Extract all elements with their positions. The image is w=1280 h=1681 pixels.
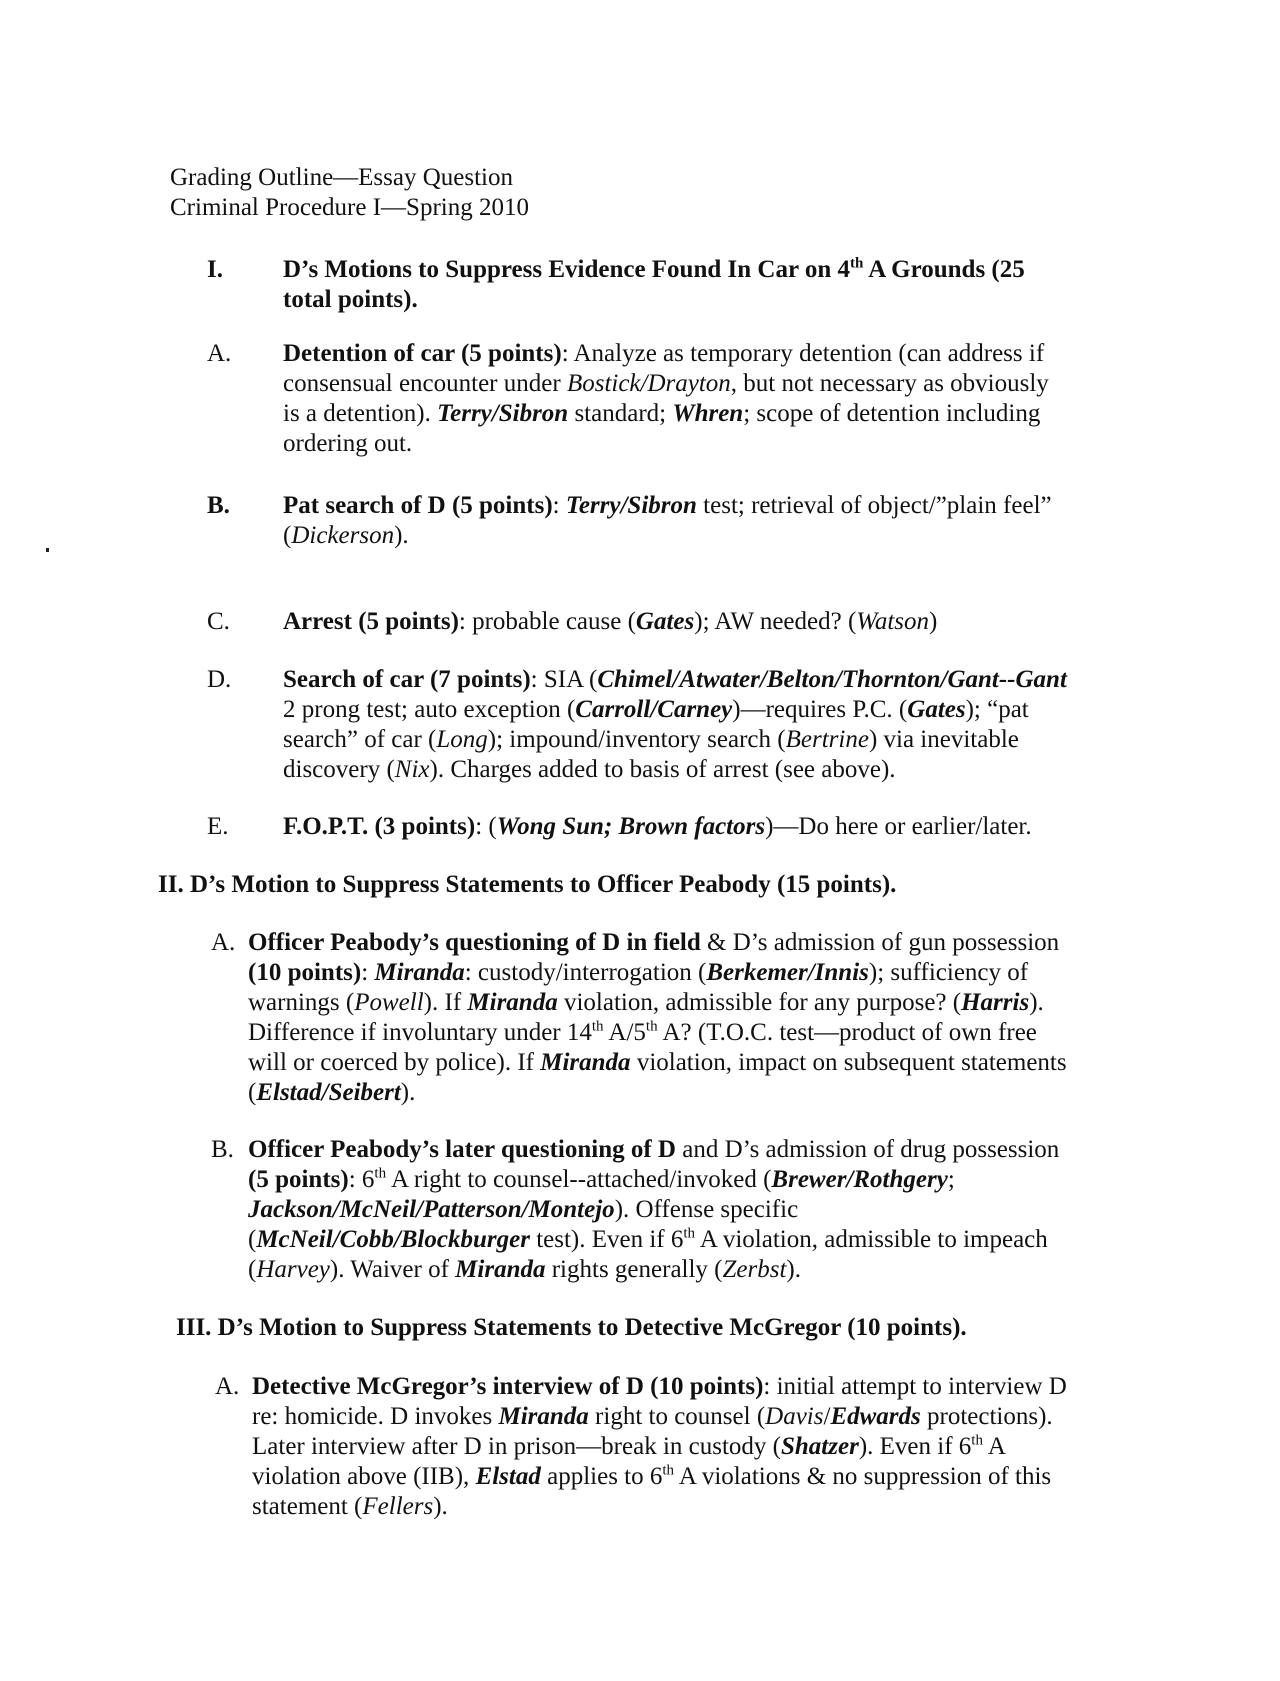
- item-1c-number: C.: [207, 608, 230, 635]
- item-3a-text: Detective McGregor’s interview of D (10 points): initial attempt to interview D re: homicide. D invokes Miranda right to counsel (Davis/Edwards protections). Later interview after D in prison—break in custody (Shatzer). Even if 6th A violation above (IIB), Elstad applies to 6th A violations & no suppression of this statement (Fellers).: [252, 1373, 1067, 1520]
- section-2-heading: II. D’s Motion to Suppress Statements to Officer Peabody (15 points).: [158, 871, 897, 898]
- header-course: Criminal Procedure I—Spring 2010: [170, 194, 529, 221]
- item-1d-number: D.: [207, 666, 232, 693]
- item-1a-text: Detention of car (5 points): Analyze as temporary detention (can address if consensual encounter under Bostick/Drayton, but not necessary as obviously is a detention). Terry/Sibron standard; Whren; scope of detention including ordering out.: [283, 340, 1049, 457]
- section-3-heading: III. D’s Motion to Suppress Statements to Detective McGregor (10 points).: [176, 1314, 967, 1341]
- section-1-number: I.: [207, 256, 223, 283]
- item-1c-text: Arrest (5 points): probable cause (Gates); AW needed? (Watson): [283, 608, 938, 635]
- item-1a-number: A.: [207, 340, 232, 367]
- item-3a-number: A.: [215, 1373, 240, 1400]
- stray-mark: [46, 548, 49, 552]
- item-2b-number: B.: [211, 1136, 234, 1163]
- item-1b-number: B.: [207, 492, 230, 519]
- item-2a-text: Officer Peabody’s questioning of D in field & D’s admission of gun possession (10 points): Miranda: custody/interrogation (Berkemer/Innis); sufficiency of warnings (Powell). If Miranda violation, admissible for any purpose? (Harris). Difference if involuntary under 14th A/5th A? (T.O.C. test—product of own free will or coerced by police). If Miranda violation, impact on subsequent statements (Elstad/Seibert).: [248, 929, 1067, 1106]
- item-1e-text: F.O.P.T. (3 points): (Wong Sun; Brown factors)—Do here or earlier/later.: [283, 813, 1032, 840]
- item-2a-number: A.: [211, 929, 236, 956]
- item-1d-text: Search of car (7 points): SIA (Chimel/Atwater/Belton/Thornton/Gant--Gant 2 prong test; auto exception (Carroll/Carney)—requires P.C. (Gates); “pat search” of car (Long); impound/inventory search (Bertrine) via inevitable discovery (Nix). Charges added to basis of arrest (see above).: [283, 666, 1067, 783]
- item-1e-number: E.: [207, 813, 229, 840]
- section-1-heading: D’s Motions to Suppress Evidence Found In Car on 4th A Grounds (25 total points).: [283, 255, 1025, 313]
- item-1b-text: Pat search of D (5 points): Terry/Sibron test; retrieval of object/”plain feel” (Dickerson).: [283, 492, 1052, 549]
- header-title: Grading Outline—Essay Question: [170, 164, 514, 191]
- document-header: [170, 163, 1070, 223]
- item-2b-text: Officer Peabody’s later questioning of D and D’s admission of drug possession (5 points): 6th A right to counsel--attached/invoked (Brewer/Rothgery; Jackson/McNeil/Patterson/Montejo). Offense specific (McNeil/Cobb/Blockburger test). Even if 6th A violation, admissible to impeach (Harvey). Waiver of Miranda rights generally (Zerbst).: [248, 1136, 1060, 1283]
